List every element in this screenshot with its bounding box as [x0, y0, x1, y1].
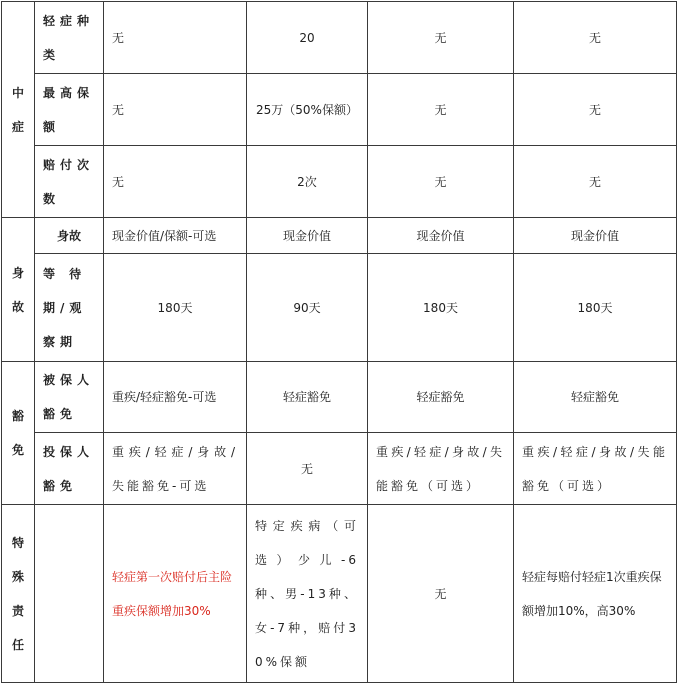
row-label-zz-times: 赔付次数	[35, 146, 104, 218]
row-label-insured-waiver: 被保人豁免	[35, 362, 104, 433]
cell: 无	[104, 74, 247, 146]
cell: 轻症豁免	[514, 362, 677, 433]
cell: 现金价值/保额-可选	[104, 218, 247, 254]
table-row	[2, 218, 677, 254]
table-row	[2, 74, 677, 146]
cell: 轻症豁免	[247, 362, 368, 433]
cell: 特定疾病（可选）少儿-6种、男-13种、女-7种，赔付30%保额	[247, 505, 368, 683]
cell: 无	[368, 74, 514, 146]
comparison-table	[1, 1, 677, 683]
table-row	[2, 433, 677, 505]
row-label-death: 身故	[35, 218, 104, 254]
group-label-huomian: 豁 免	[2, 362, 35, 505]
cell-highlight: 轻症第一次赔付后主险重疾保额增加30%	[104, 505, 247, 683]
cell: 重疾/轻症/身故/失能豁免（可选）	[368, 433, 514, 505]
cell: 无	[514, 146, 677, 218]
cell: 无	[368, 146, 514, 218]
cell: 重疾/轻症/身故/失能豁免（可选）	[514, 433, 677, 505]
cell: 现金价值	[514, 218, 677, 254]
cell: 无	[514, 74, 677, 146]
cell: 无	[104, 146, 247, 218]
cell: 无	[368, 505, 514, 683]
cell: 重疾/轻症/身故/失能豁免-可选	[104, 433, 247, 505]
group-label-zhongzheng: 中 症	[2, 2, 35, 218]
cell: 180天	[104, 254, 247, 362]
cell: 2次	[247, 146, 368, 218]
cell: 25万（50%保额）	[247, 74, 368, 146]
table-row	[2, 254, 677, 362]
cell: 90天	[247, 254, 368, 362]
group-label-teshu: 特 殊 责 任	[2, 505, 35, 683]
group-label-shengu: 身 故	[2, 218, 35, 362]
cell: 20	[247, 2, 368, 74]
cell: 轻症豁免	[368, 362, 514, 433]
table-row	[2, 146, 677, 218]
row-label-waiting: 等 待 期/观察期	[35, 254, 104, 362]
cell: 轻症每赔付轻症1次重疾保额增加10%，高30%	[514, 505, 677, 683]
cell: 现金价值	[247, 218, 368, 254]
cell: 无	[247, 433, 368, 505]
cell: 重疾/轻症豁免-可选	[104, 362, 247, 433]
row-label-zz-max: 最高保额	[35, 74, 104, 146]
table-row	[2, 362, 677, 433]
table-row	[2, 2, 677, 74]
cell: 180天	[368, 254, 514, 362]
row-label-holder-waiver: 投保人豁免	[35, 433, 104, 505]
cell: 现金价值	[368, 218, 514, 254]
row-label-zz-types: 轻症种类	[35, 2, 104, 74]
cell: 180天	[514, 254, 677, 362]
cell: 无	[514, 2, 677, 74]
row-label-special	[35, 505, 104, 683]
cell: 无	[368, 2, 514, 74]
table-row	[2, 505, 677, 683]
cell: 无	[104, 2, 247, 74]
